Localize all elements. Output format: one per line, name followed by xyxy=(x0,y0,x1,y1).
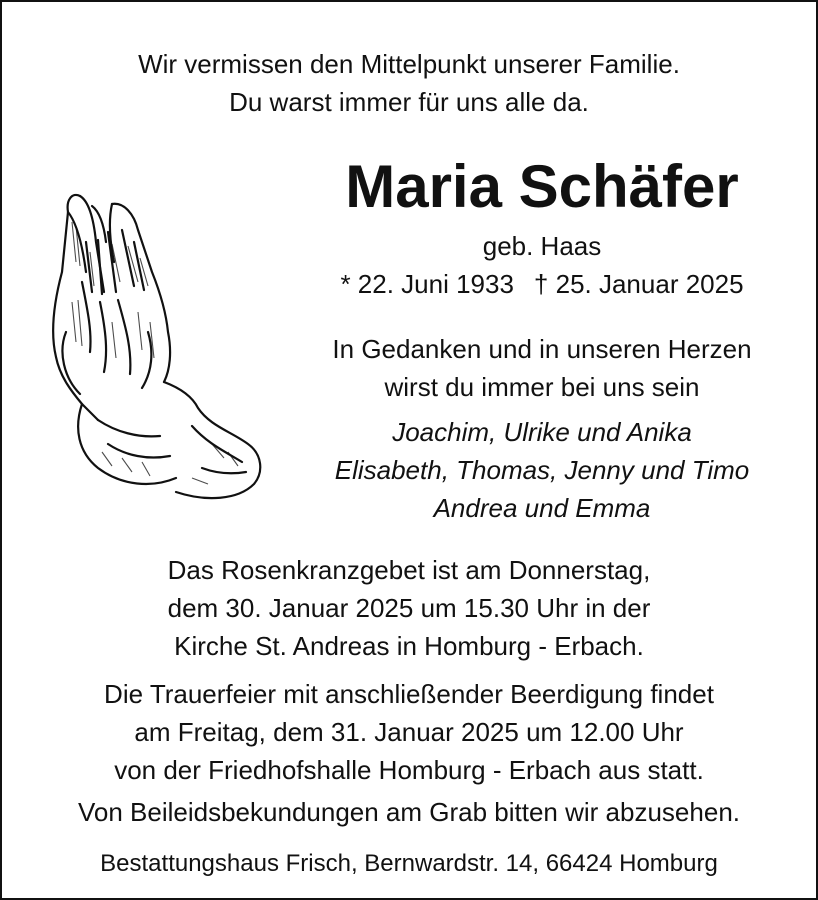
intro-line-2: Du warst immer für uns alle da. xyxy=(229,87,589,117)
mourner-line: Andrea und Emma xyxy=(433,493,651,523)
funeral-line-2: am Freitag, dem 31. Januar 2025 um 12.00 Uhr xyxy=(134,717,684,747)
deceased-name: Maria Schäfer xyxy=(345,153,739,220)
mourner-line: Joachim, Ulrike und Anika xyxy=(392,417,692,447)
rosary-line-1: Das Rosenkranzgebet ist am Donnerstag, xyxy=(167,555,651,585)
death-date: † 25. Januar 2025 xyxy=(533,269,744,299)
funeral-line-3: von der Friedhofshalle Homburg - Erbach aus statt. xyxy=(114,755,704,785)
mourner-line: Elisabeth, Thomas, Jenny und Timo xyxy=(334,455,750,485)
condolence-note: Von Beileidsbekundungen am Grab bitten wir abzusehen. xyxy=(78,797,740,827)
birth-date: * 22. Juni 1933 xyxy=(340,269,514,299)
sentiment-line-1: In Gedanken und in unseren Herzen xyxy=(332,334,752,364)
rosary-line-3: Kirche St. Andreas in Homburg - Erbach. xyxy=(174,631,644,661)
life-dates xyxy=(292,268,792,300)
funeral-line-1: Die Trauerfeier mit anschließender Beerdigung findet xyxy=(104,679,714,709)
sentiment-line-2: wirst du immer bei uns sein xyxy=(384,372,700,402)
rosary-line-2: dem 30. Januar 2025 um 15.30 Uhr in der xyxy=(167,593,651,623)
funeral-home: Bestattungshaus Frisch, Bernwardstr. 14, 66424 Homburg xyxy=(100,850,718,877)
intro-line-1: Wir vermissen den Mittelpunkt unserer Familie. xyxy=(138,49,680,79)
praying-hands-icon xyxy=(42,182,282,512)
birth-name: geb. Haas xyxy=(482,231,602,261)
